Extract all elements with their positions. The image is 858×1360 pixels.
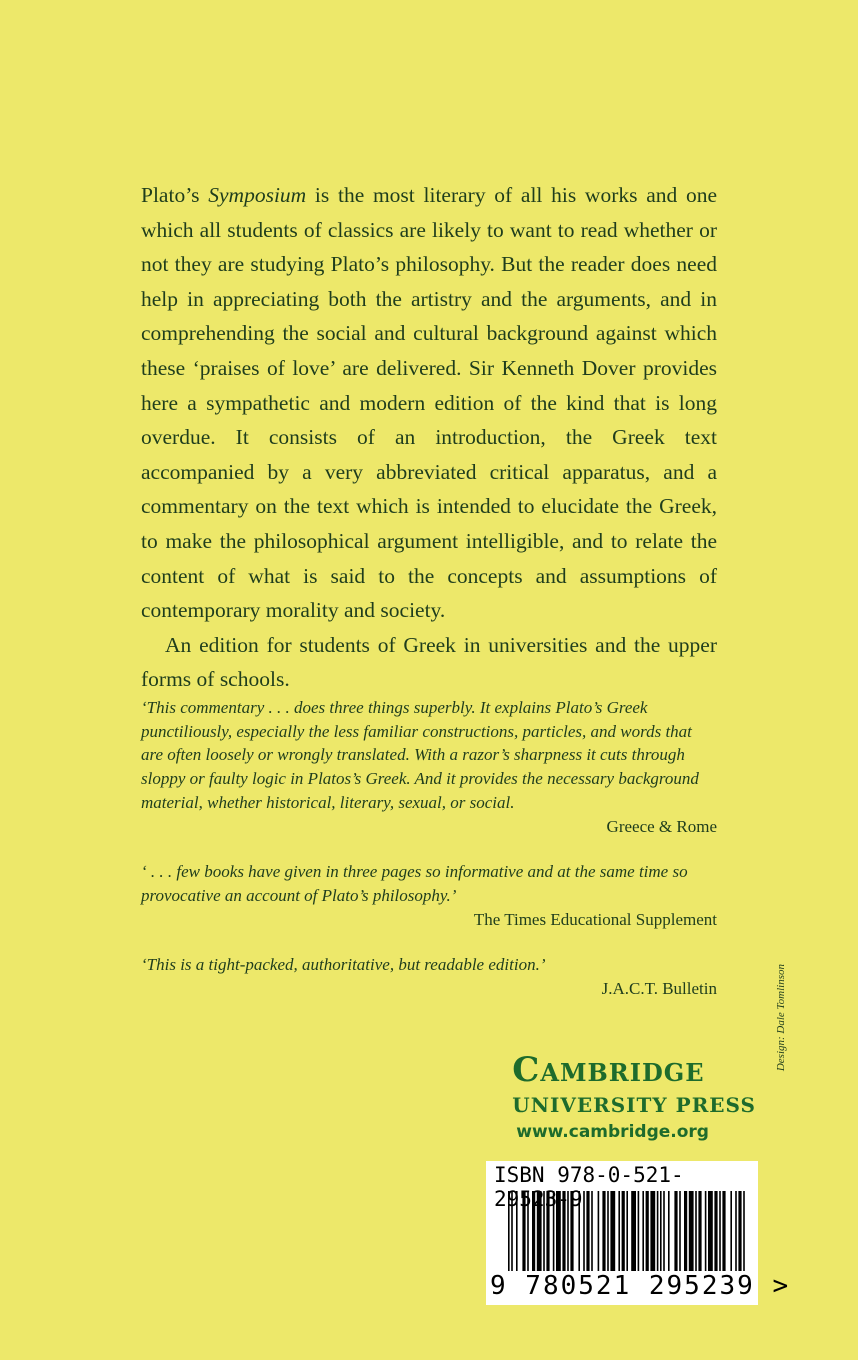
barcode-digits: 9 780521 295239 > xyxy=(490,1271,791,1301)
quote-source: J.A.C.T. Bulletin xyxy=(601,979,717,999)
review-quote xyxy=(141,860,717,931)
review-quote xyxy=(141,953,717,1000)
quote-text: ‘This is a tight-packed, authoritative, but readable edition.’ xyxy=(141,955,546,975)
quote-text: ‘ . . . few books have given in three pages so informative and at the same time so provocative an account of Plato’s philosophy.’ xyxy=(141,862,688,905)
review-quotes xyxy=(141,696,717,1023)
publisher-name: Cambridge xyxy=(512,1050,705,1090)
publisher-logo xyxy=(512,1048,756,1146)
book-title: Symposium xyxy=(208,183,307,207)
blurb-paragraph-2: An edition for students of Greek in universities and the upper forms of schools. xyxy=(141,632,717,692)
blurb-paragraph-1 xyxy=(141,178,717,628)
publisher-subtitle: UNIVERSITY PRESS xyxy=(512,1093,756,1117)
blurb xyxy=(141,178,717,697)
publisher-url[interactable]: www.cambridge.org xyxy=(516,1122,709,1142)
quote-source: The Times Educational Supplement xyxy=(473,909,717,929)
quote-source: Greece & Rome xyxy=(606,816,717,836)
blurb-text: Plato’s xyxy=(141,183,209,207)
isbn-label: ISBN 978-0-521-29523-9 xyxy=(494,1163,684,1211)
quote-text: ‘This commentary . . . does three things superbly. It explains Plato’s Greek punctiliously, especially the less familiar constructions, particles, and words that are often loosely or wrongly translated. With a razor’s sharpness it cuts through sloppy or faulty logic in Platos’s Greek. And it provides the necessary background material, whether historical, literary, sexual, or social. xyxy=(141,698,699,812)
isbn-barcode xyxy=(486,1161,791,1305)
blurb-text: is the most literary of all his works and one which all students of classics are likely to want to read whether or not they are studying Plato’s philosophy. But the reader does need help in appreciating both the artistry and the arguments, and in comprehending the social and cultural background against which these ‘praises of love’ are delivered. Sir Kenneth Dover provides here a sympathetic and modern edition of the kind that is long overdue. It consists of an introduction, the Greek text accompanied by a very abbreviated critical apparatus, and a commentary on the text which is intended to elucidate the Greek, to make the philosophical argument intelligible, and to relate the content of what is said to the concepts and assumptions of contemporary morality and society. xyxy=(141,183,717,623)
design-credit: Design: Dale Tomlinson xyxy=(775,964,787,1072)
review-quote xyxy=(141,696,717,838)
